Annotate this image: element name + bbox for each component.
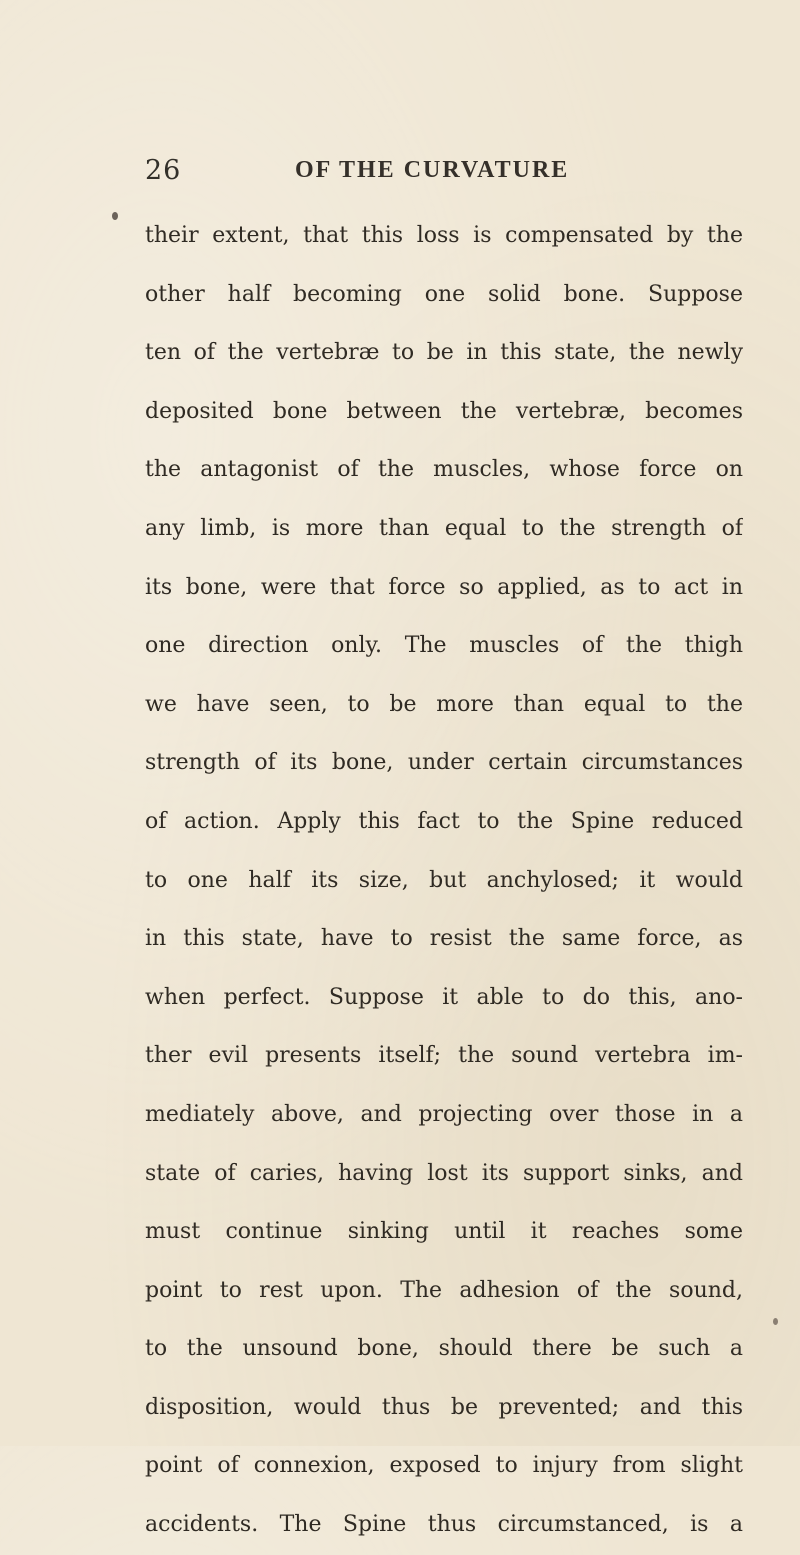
text-line: any limb, is more than equal to the strength of — [145, 515, 743, 541]
text-line: deposited bone between the vertebræ, becomes — [145, 398, 743, 424]
paper-speck — [773, 1318, 778, 1325]
text-line: one direction only. The muscles of the thigh — [145, 633, 743, 659]
text-line: ten of the vertebræ to be in this state, the newly — [145, 340, 743, 366]
text-line: its bone, were that force so applied, as to act in — [145, 574, 743, 600]
text-line: accidents. The Spine thus circumstanced, is a — [145, 1512, 743, 1538]
text-line: to one half its size, but anchylosed; it would — [145, 867, 743, 893]
text-line: disposition, would thus be prevented; and this — [145, 1394, 743, 1420]
text-line: in this state, have to resist the same force, as — [145, 926, 743, 952]
text-line: must continue sinking until it reaches some — [145, 1219, 743, 1245]
running-head: OF THE CURVATURE — [295, 156, 570, 183]
text-line: strength of its bone, under certain circumstances — [145, 750, 743, 776]
text-line: state of caries, having lost its support sinks, and — [145, 1160, 743, 1186]
page-number: 26 — [145, 154, 182, 186]
text-line: mediately above, and projecting over those in a — [145, 1101, 743, 1127]
text-line: point to rest upon. The adhesion of the sound, — [145, 1277, 743, 1303]
body-text — [145, 207, 743, 1555]
text-line: point of connexion, exposed to injury from slight — [145, 1453, 743, 1479]
text-line: to the unsound bone, should there be such a — [145, 1336, 743, 1362]
text-line: the antagonist of the muscles, whose force on — [145, 457, 743, 483]
text-line: their extent, that this loss is compensated by the — [145, 223, 743, 248]
text-line: of action. Apply this fact to the Spine reduced — [145, 808, 743, 834]
text-line: ther evil presents itself; the sound vertebra im- — [145, 1043, 743, 1069]
text-line: when perfect. Suppose it able to do this, ano- — [145, 984, 743, 1010]
text-line: we have seen, to be more than equal to the — [145, 691, 743, 717]
page-header — [145, 150, 745, 190]
text-line: other half becoming one solid bone. Suppose — [145, 281, 743, 307]
paper-speck — [112, 212, 118, 220]
